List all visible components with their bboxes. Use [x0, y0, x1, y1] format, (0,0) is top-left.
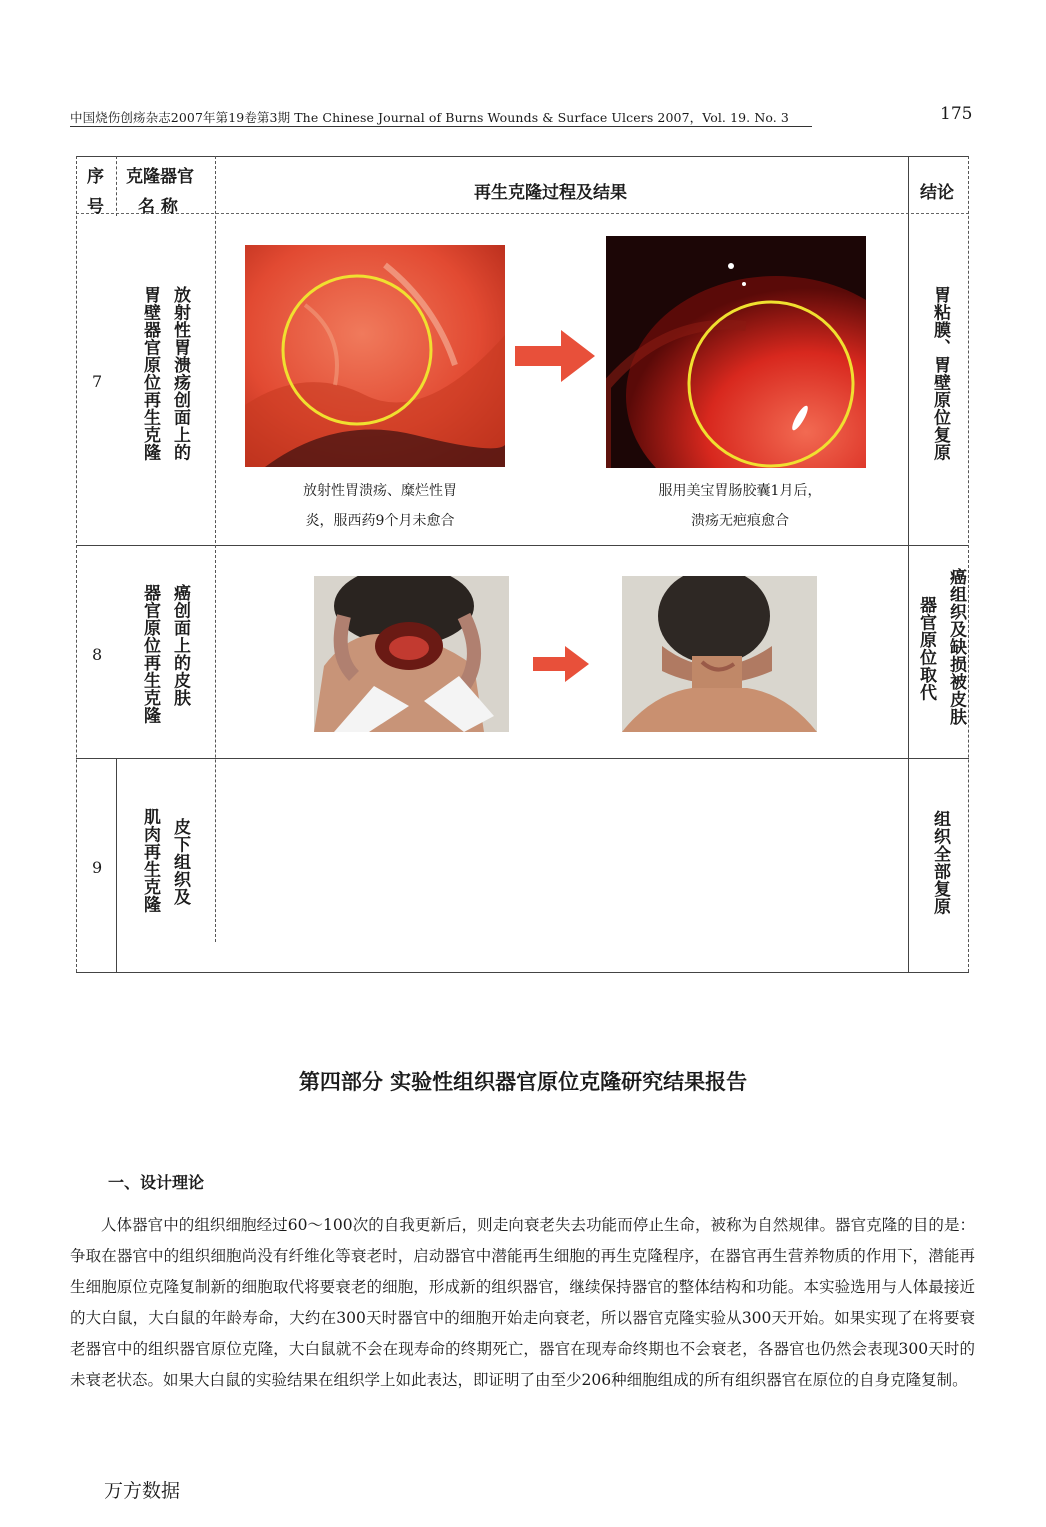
skin-cancer-after-photo	[622, 576, 817, 732]
caption-after-line-2: 溃疡无疤痕愈合	[691, 513, 789, 529]
organ-name-line-2: 器官原位再生克隆	[140, 584, 160, 724]
conclusion-text: 组织全部复原	[930, 810, 950, 915]
header-rule	[70, 126, 812, 127]
row-number: 9	[92, 858, 103, 877]
row-number: 8	[92, 645, 103, 664]
stomach-ulcer-after-photo	[606, 236, 866, 468]
header-conclusion: 结论	[920, 183, 954, 203]
organ-name-line-2: 胃壁器官原位再生克隆	[140, 286, 160, 461]
header-seq-bottom: 号	[87, 197, 104, 217]
organ-name-line-1: 皮下组织及	[170, 818, 190, 906]
table-header-rule	[76, 213, 969, 214]
page-number: 175	[940, 104, 973, 124]
row-divider	[76, 545, 969, 546]
caption-before-line-2: 炎，服西药9个月未愈合	[305, 513, 455, 529]
footer-watermark: 万方数据	[104, 1480, 181, 1502]
body-paragraph: 人体器官中的组织细胞经过60～100次的自我更新后，则走向衰老失去功能而停止生命，被称为自然规律。器官克隆的目的是：争取在器官中的组织细胞尚没有纤维化等衰老时，启动器官中潜能再生细胞的再生克隆程序，在器官再生营养物质的作用下，潜能再生细胞原位克隆复制新的细胞取代将要衰老的细胞，形成新的组织器官，继续保持器官的整体结构和功能。本实验选用与人体最接近的大白鼠，大白鼠的年龄寿命，大约在300天时器官中的细胞开始走向衰老，所以器官克隆实验从300天开始。如果实现了在将要衰老器官中的组织器官原位克隆，大白鼠就不会在现寿命的终期死亡，器官在现寿命终期也不会衰老，各器官也仍然会表现300天时的未衰老状态。如果大白鼠的实验结果在组织学上如此表达，即证明了由至少206种细胞组成的所有组织器官在原位的自身克隆复制。	[70, 1216, 975, 1389]
organ-name-line-2: 肌肉再生克隆	[140, 808, 160, 913]
caption-before	[250, 476, 510, 536]
caption-after-line-1: 服用美宝胃肠胶囊1月后，	[658, 483, 822, 499]
journal-header: 中国烧伤创疡杂志2007年第19卷第3期 The Chinese Journal of Burns Wounds & Surface Ulcers 2007，Vol. 19. No. 3	[70, 110, 789, 125]
conclusion-text-line-2: 器官原位取代	[916, 596, 936, 701]
subheading: 一、设计理论	[108, 1173, 205, 1192]
header-organ-top: 克隆器官	[126, 167, 194, 187]
table-left-rule	[76, 156, 77, 972]
table-right-rule	[968, 156, 969, 972]
organ-name-line-1: 癌创面上的皮肤	[170, 584, 190, 707]
organ-col-rule	[215, 156, 216, 942]
row-divider	[76, 758, 969, 759]
seq-col-rule	[116, 758, 117, 972]
stomach-ulcer-before-photo	[245, 245, 505, 467]
conclusion-text: 胃粘膜、胃壁原位复原	[930, 286, 950, 461]
section-title: 第四部分 实验性组织器官原位克隆研究结果报告	[298, 1070, 748, 1094]
skin-cancer-before-photo	[314, 576, 509, 732]
right-arrow-icon	[515, 330, 595, 382]
row-number: 7	[92, 372, 103, 391]
seq-col-rule	[116, 156, 117, 216]
conclusion-text-line-1: 癌组织及缺损被皮肤	[946, 568, 966, 726]
header-seq-top: 序	[87, 167, 104, 187]
caption-before-line-1: 放射性胃溃疡、糜烂性胃	[303, 483, 457, 499]
table-top-rule	[76, 156, 969, 157]
header-organ-bottom: 名 称	[138, 197, 178, 217]
organ-name-line-1: 放射性胃溃疡创面上的	[170, 286, 190, 461]
header-process: 再生克隆过程及结果	[474, 183, 627, 203]
right-arrow-icon	[533, 646, 589, 682]
conclusion-col-rule	[908, 156, 909, 972]
caption-after	[610, 476, 870, 536]
table-bottom-rule	[76, 972, 969, 973]
